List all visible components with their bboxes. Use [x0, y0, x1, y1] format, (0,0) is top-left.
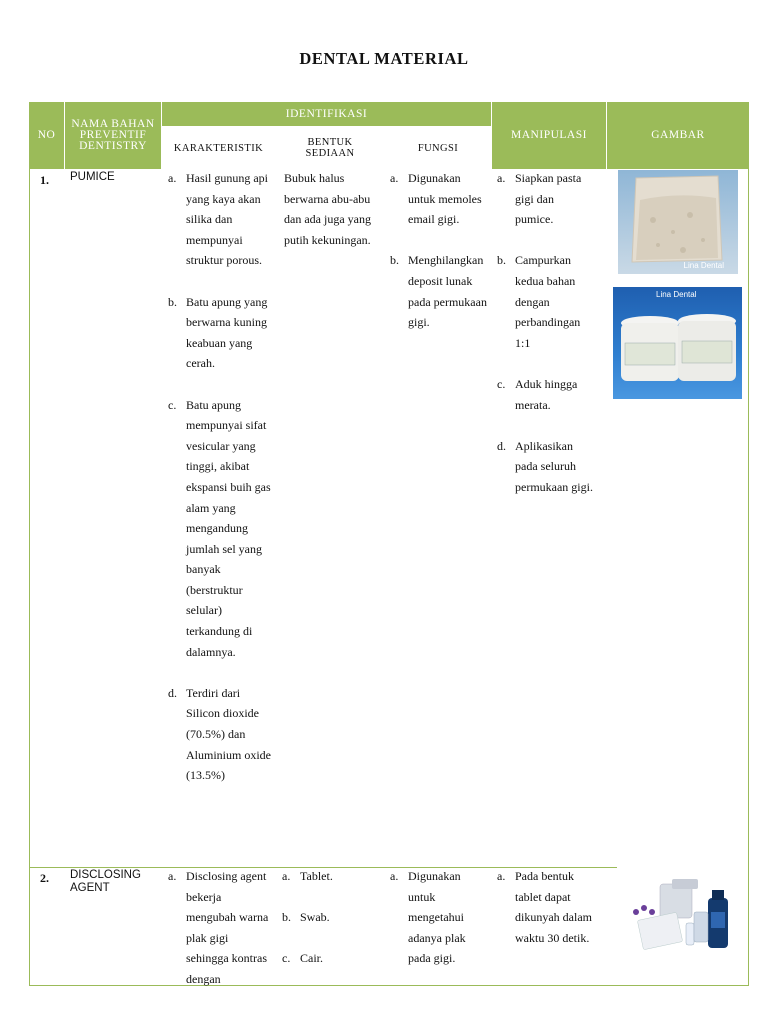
list-marker: c. [282, 951, 291, 966]
list-marker: c. [168, 397, 177, 412]
header-fungsi: FUNGSI [385, 127, 491, 169]
row-2-number: 2. [40, 871, 49, 885]
image-caption: Lina Dental [656, 290, 697, 299]
border-bottom [29, 985, 749, 986]
list-text: Digunakan untuk memoles email gigi. [408, 171, 482, 227]
pumice-jars-image [613, 287, 742, 399]
list-text: Siapkan pasta gigi dan pumice. [515, 171, 582, 227]
list-text: Aplikasikan pada seluruh permukaan gigi. [515, 438, 593, 494]
list-text: Aduk hingga merata. [515, 376, 578, 412]
border-right [748, 102, 749, 986]
list-item [168, 395, 273, 663]
list-marker: b. [497, 253, 506, 268]
list-item [168, 168, 273, 271]
list-text: Disclosing agent bekerja mengubah warna plak gigi sehingga kontras dengan [186, 869, 269, 986]
list-text: Cair. [300, 951, 323, 966]
list-item [497, 866, 595, 948]
page-title: DENTAL MATERIAL [299, 49, 469, 68]
header-karakteristik: KARAKTERISTIK [162, 127, 275, 169]
list-marker: a. [282, 869, 291, 883]
header-identifikasi: IDENTIFIKASI [162, 102, 491, 126]
list-marker: a. [497, 171, 506, 185]
image-caption: Lina Dental [683, 261, 724, 270]
header-nama: NAMA BAHAN PREVENTIF DENTISTRY [65, 102, 161, 169]
list-text: Terdiri dari Silicon dioxide (70.5%) dan Aluminium oxide (13.5%) [186, 685, 271, 783]
list-marker: d. [168, 685, 177, 700]
row-2-fungsi [390, 866, 488, 990]
list-marker: a. [497, 869, 506, 883]
list-text: Menghilangkan deposit lunak pada permukaan gigi. [408, 253, 487, 330]
row-2-manipulasi [497, 866, 595, 969]
list-item [390, 168, 488, 230]
list-marker: b. [282, 910, 291, 925]
row-1-bentuk: Bubuk halus berwarna abu-abu dan ada juga yang putih kekuningan. [284, 171, 371, 247]
pumice-bag-photo-icon [618, 170, 738, 274]
list-item [390, 866, 488, 969]
row-2-name: DISCLOSING AGENT [70, 869, 141, 894]
material-table [29, 102, 749, 986]
list-marker: b. [168, 294, 177, 309]
list-text: Pada bentuk tablet dapat dikunyah dalam waktu 30 detik. [515, 869, 592, 945]
list-item [168, 683, 273, 786]
header-bentuk-sediaan: BENTUK SEDIAAN [276, 127, 384, 169]
row-1-name: PUMICE [70, 171, 115, 183]
list-text: Hasil gunung api yang kaya akan silika dan mempunyai struktur porous. [186, 171, 268, 268]
list-item [282, 907, 378, 928]
list-item [282, 948, 378, 969]
list-text: Digunakan untuk mengetahui adanya plak pada gigi. [408, 869, 466, 966]
list-text: Swab. [300, 910, 330, 925]
border-left [29, 102, 30, 986]
list-marker: a. [168, 171, 177, 185]
list-item [168, 866, 273, 990]
row-1-karakteristik [168, 168, 273, 806]
list-text: Campurkan kedua bahan dengan perbandingan 1:1 [515, 253, 581, 350]
list-text: Tablet. [300, 869, 333, 883]
list-item [497, 374, 595, 415]
row-2-bentuk [282, 866, 378, 990]
disclosing-agent-image [626, 878, 744, 956]
list-item [168, 292, 273, 374]
list-marker: d. [497, 438, 506, 453]
row-1-manipulasi [497, 168, 595, 518]
list-marker: b. [390, 253, 399, 268]
list-marker: c. [497, 376, 506, 391]
list-item [497, 168, 595, 230]
list-text: Batu apung mempunyai sifat vesicular yang tinggi, akibat ekspansi buih gas alam yang mengandung jumlah sel yang banyak (berstruktur selular) terkandung di dalamnya. [186, 397, 271, 659]
list-marker: a. [168, 869, 177, 883]
row-2-karakteristik [168, 866, 273, 1010]
list-item [282, 866, 378, 887]
list-item [390, 250, 488, 332]
list-marker: a. [390, 171, 399, 185]
row-1-number: 1. [40, 173, 49, 187]
header-gambar: GAMBAR [607, 102, 749, 169]
list-text: Batu apung yang berwarna kuning keabuan yang cerah. [186, 294, 268, 371]
list-item [497, 436, 595, 498]
header-manipulasi: MANIPULASI [492, 102, 606, 169]
disclosing-agent-products-photo-icon [626, 878, 744, 956]
header-no: NO [29, 102, 64, 169]
row-1-fungsi [390, 168, 488, 353]
list-marker: a. [390, 869, 399, 883]
list-item [497, 250, 595, 353]
pumice-jars-photo-icon [613, 287, 742, 399]
pumice-bag-image [618, 170, 738, 274]
